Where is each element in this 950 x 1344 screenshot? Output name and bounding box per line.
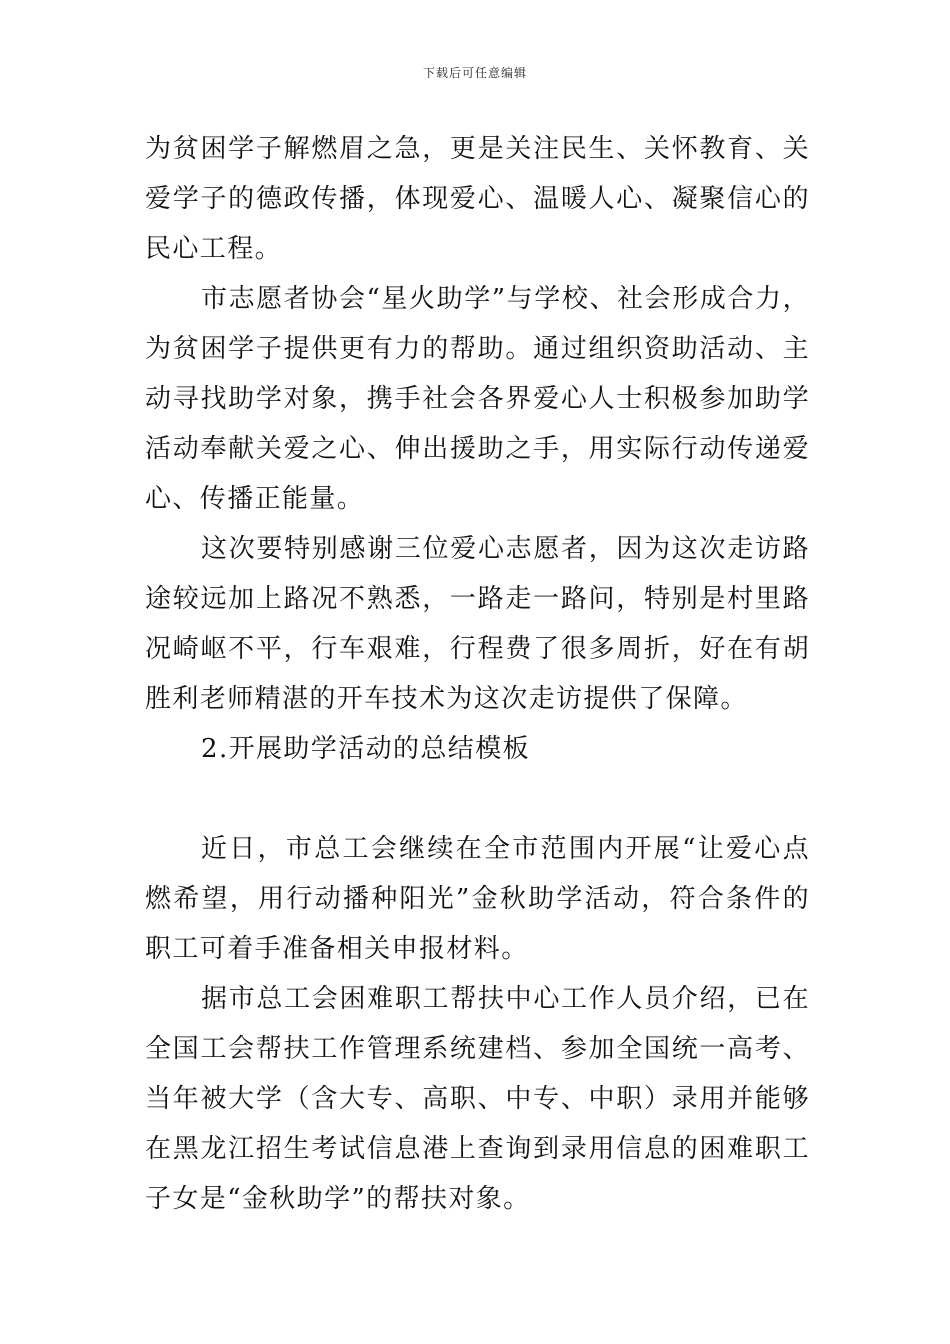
section-spacer <box>145 774 810 824</box>
page-header-note: 下载后可任意编辑 <box>422 66 527 80</box>
paragraph-2: 市志愿者协会“星火助学”与学校、社会形成合力，为贫困学子提供更有力的帮助。通过组织资助活动、主动寻找助学对象，携手社会各界爱心人士积极参加助学活动奉献关爱之心、伸出援助之手，用实际行动传递爱心、传播正能量。 <box>145 284 810 514</box>
section-heading: 2.开展助学活动的总结模板 <box>201 734 531 764</box>
paragraph-4: 近日，市总工会继续在全市范围内开展“让爱心点燃希望，用行动播种阳光”金秋助学活动，符合条件的职工可着手准备相关申报材料。 <box>145 834 810 964</box>
paragraph-5: 据市总工会困难职工帮扶中心工作人员介绍，已在全国工会帮扶工作管理系统建档、参加全国统一高考、当年被大学（含大专、高职、中专、中职）录用并能够在黑龙江招生考试信息港上查询到录用信息的困难职工子女是“金秋助学”的帮扶对象。 <box>145 984 810 1214</box>
document-body <box>145 124 810 1224</box>
paragraph-1: 为贫困学子解燃眉之急，更是关注民生、关怀教育、关爱学子的德政传播，体现爱心、温暖人心、凝聚信心的民心工程。 <box>145 134 810 264</box>
paragraph-3: 这次要特别感谢三位爱心志愿者，因为这次走访路途较远加上路况不熟悉，一路走一路问，特别是村里路况崎岖不平，行车艰难，行程费了很多周折，好在有胡胜利老师精湛的开车技术为这次走访提供了保障。 <box>145 534 810 714</box>
